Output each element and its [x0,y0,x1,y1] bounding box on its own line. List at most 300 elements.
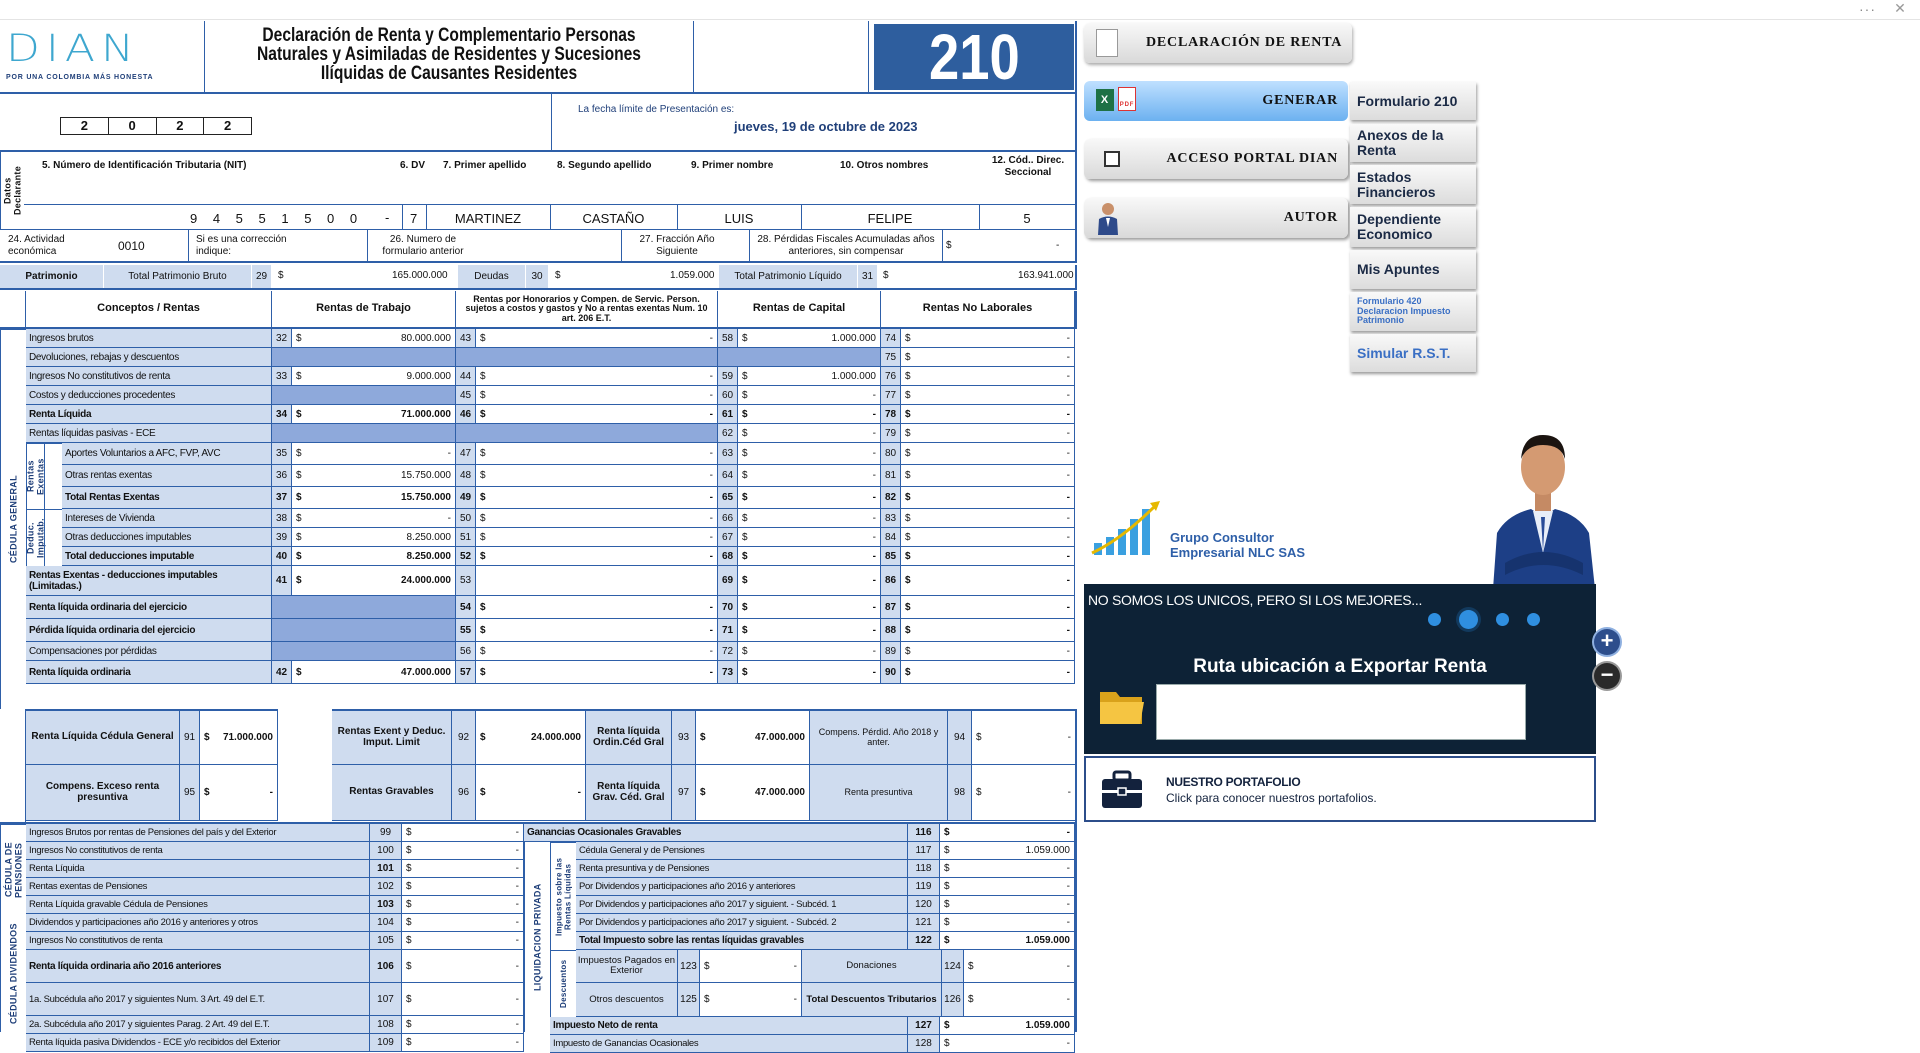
actividad-value[interactable]: 0010 [118,239,145,253]
value-cell[interactable] [738,367,881,386]
value-cell[interactable] [901,405,1075,424]
currency-sign: $ [742,427,748,439]
value-cell[interactable] [476,405,718,424]
value-cell[interactable] [940,1035,1075,1053]
company-name-line-1: Grupo Consultor [1170,530,1274,545]
value-cell[interactable] [476,547,718,566]
row-label: Ingresos No constitutivos de renta [26,842,370,860]
summary-block [0,709,1077,822]
slogan-text: NO SOMOS LOS UNICOS, PERO SI LOS MEJORES... [1088,592,1423,608]
currency-sign: $ [700,732,706,743]
box-number: 79 [881,424,901,443]
box-number: 59 [718,367,738,386]
amount: - [1066,575,1070,586]
value-cell[interactable] [940,842,1075,860]
box-29: 29 [252,265,271,288]
value-cell[interactable] [292,547,456,566]
value-cell[interactable] [901,465,1075,487]
row-label: Renta líquida pasiva Dividendos - ECE y/o recibidos del Exterior [26,1034,370,1052]
box-number: 48 [456,465,476,487]
box-number: 60 [718,386,738,405]
amount: - [1067,732,1071,743]
value-cell[interactable] [738,405,881,424]
currency-sign: $ [406,993,412,1005]
amount: 1.059.000 [1025,845,1070,856]
deducciones-label: Deduc. Imputab. [26,509,44,566]
value-cell[interactable] [292,487,456,509]
declaracion-renta-button[interactable] [1084,23,1352,63]
amount: 8.250.000 [406,550,451,562]
value-cell[interactable] [200,765,278,821]
currency-sign: $ [905,624,911,636]
nombre1-value[interactable]: LUIS [724,211,754,226]
row-label: Ingresos brutos [26,329,272,348]
liquidacion-privada-label: LIQUIDACION PRIVADA [524,842,550,1032]
amount: - [1066,881,1070,892]
year-box [60,117,252,135]
value-cell[interactable] [940,932,1075,950]
value-cell[interactable] [901,528,1075,547]
side-formulario-420[interactable]: Formulario 420 Declaracion Impuesto Patrimonio [1350,292,1476,331]
currency-sign: $ [406,827,412,838]
close-icon[interactable]: ✕ [1894,0,1906,16]
export-path-input[interactable] [1156,684,1526,740]
box-number: 86 [881,566,901,596]
value-cell[interactable] [292,443,456,465]
form-title [205,26,693,90]
currency-sign: $ [742,531,748,543]
more-options-icon[interactable]: ··· [1859,1,1876,17]
currency-sign: $ [480,389,486,401]
value-cell[interactable] [901,367,1075,386]
deudas-value[interactable]: 1.059.000 [670,270,715,281]
currency-sign: $ [944,1020,950,1031]
formulario-210 [0,21,1077,1049]
value-cell[interactable] [476,509,718,528]
currency-sign: $ [944,917,950,928]
value-cell[interactable] [940,878,1075,896]
box-number: 75 [881,348,901,367]
row-label: Rentas líquidas pasivas - ECE [26,424,272,443]
value-cell[interactable] [402,824,524,842]
currency-sign: $ [905,470,911,481]
side-simular-rst[interactable]: Simular R.S.T. [1350,334,1476,372]
value-cell[interactable] [476,619,718,642]
amount: - [872,470,876,481]
descuentos-label: Descuentos [550,950,576,1017]
amount: - [515,960,519,972]
box-number: 99 [370,824,402,842]
slider-dot-active[interactable] [1459,610,1478,629]
title-line-1: Declaración de Renta y Complementario Personas [262,25,636,46]
box-number: 37 [272,487,292,509]
row-label: Renta líquida ordinaria [26,661,272,684]
dian-logo [6,27,202,89]
author-photo [1487,413,1599,589]
box-number: 56 [456,642,476,661]
row-label: Total Descuentos Tributarios [802,983,942,1017]
currency-sign: $ [296,550,302,562]
value-cell[interactable] [901,487,1075,509]
value-cell[interactable] [901,509,1075,528]
currency-sign: $ [700,787,706,798]
side-estados-financieros[interactable]: Estados Financieros [1350,165,1476,204]
currency-sign: $ [480,624,486,636]
currency-sign: $ [905,332,911,344]
amount: - [872,408,876,420]
currency-sign: $ [742,470,748,481]
amount: 47.000.000 [754,787,805,798]
currency-sign: $ [905,575,911,586]
value-cell[interactable] [738,509,881,528]
nombres-value[interactable]: FELIPE [867,211,913,226]
value-cell[interactable] [738,566,881,596]
patrimonio-bruto-value[interactable]: 165.000.000 [392,270,448,281]
activity-row [0,230,1077,263]
patrimonio-bruto-label: Total Patrimonio Bruto [104,265,251,288]
acceso-portal-button[interactable] [1084,139,1348,179]
zoom-out-icon[interactable]: − [1594,663,1620,689]
row-label: Otras deducciones imputables [62,528,272,547]
perdidas-label: 28. Pérdidas Fiscales Acumuladas años anteriores, sin compensar [757,234,935,257]
slider-dot[interactable] [1527,613,1540,626]
currency-sign: $ [742,408,748,420]
amount: - [515,881,519,892]
company-name-line-2: Empresarial NLC SAS [1170,545,1306,560]
amount: 47.000.000 [400,666,451,678]
value-cell[interactable] [292,367,456,386]
value-cell[interactable] [402,860,524,878]
currency-sign: $ [406,1019,412,1030]
nit-value[interactable]: 9 4 5 5 1 5 0 0 [190,211,364,226]
row-label: Ingresos Brutos por rentas de Pensiones del país y del Exterior [26,824,370,842]
value-cell[interactable] [292,405,456,424]
value-cell[interactable] [738,386,881,405]
value-cell[interactable] [292,509,456,528]
portafolio-box[interactable] [1084,756,1596,822]
value-cell[interactable] [940,1017,1075,1035]
company-name [1170,530,1305,560]
currency-sign: $ [406,935,412,946]
summary-label: Compens. Exceso renta presuntiva [26,765,180,821]
amount: - [709,550,713,562]
currency-sign: $ [480,332,486,344]
amount: - [1066,960,1070,972]
amount: - [447,512,451,524]
value-cell[interactable] [402,1034,524,1052]
title-line-3: Ilíquidas de Causantes Residentes [320,63,578,84]
box-number: 50 [456,509,476,528]
row-label: Otros descuentos [576,983,678,1017]
value-cell[interactable] [696,765,810,821]
value-cell[interactable] [292,528,456,547]
value-cell[interactable] [476,596,718,619]
row-label: Por Dividendos y participaciones año 2017 y siguient. - Subcéd. 1 [576,896,908,914]
box-number: 124 [942,950,964,983]
amount: - [1066,351,1070,363]
currency-sign: $ [406,881,412,892]
value-cell[interactable] [940,896,1075,914]
value-cell[interactable] [292,329,456,348]
row-label: Por Dividendos y participaciones año 2017 y siguient. - Subcéd. 2 [576,914,908,932]
row-label: Intereses de Vivienda [62,509,272,528]
rentas-header [0,291,1077,329]
currency-sign: $ [296,370,302,382]
dv-label: 6. DV [400,160,426,171]
value-cell[interactable] [476,367,718,386]
value-cell[interactable] [476,386,718,405]
row-label: Otras rentas exentas [62,465,272,487]
promo-slider [1084,584,1596,754]
checkbox-icon[interactable] [1104,151,1120,167]
value-cell[interactable] [476,709,586,765]
seccional-value[interactable]: 5 [1023,211,1031,226]
amount: - [872,575,876,586]
value-cell[interactable] [901,566,1075,596]
value-cell[interactable] [402,914,524,932]
value-cell[interactable] [964,983,1075,1017]
value-cell[interactable] [901,329,1075,348]
value-cell[interactable] [738,329,881,348]
amount: - [872,389,876,401]
currency-sign: $ [944,863,950,874]
value-cell[interactable] [738,443,881,465]
box-number: 62 [718,424,738,443]
value-cell[interactable] [738,596,881,619]
value-cell[interactable] [476,465,718,487]
currency-sign: $ [480,512,486,524]
value-cell[interactable] [476,642,718,661]
amount: - [1066,370,1070,382]
amount: - [709,332,713,344]
side-dependiente[interactable]: Dependiente Economico [1350,207,1476,247]
declaracion-renta-label: DECLARACIÓN DE RENTA [1146,35,1343,50]
amount: - [1066,512,1070,524]
value-cell[interactable] [292,661,456,684]
currency-sign: $ [480,666,486,678]
value-cell[interactable] [402,878,524,896]
value-cell[interactable] [901,619,1075,642]
amount: - [1067,787,1071,798]
box-number: 125 [678,983,700,1017]
value-cell[interactable] [476,765,586,821]
amount: - [709,370,713,382]
value-cell[interactable] [476,487,718,509]
box-number: 92 [452,709,476,765]
currency-sign: $ [905,389,911,401]
value-cell[interactable] [292,465,456,487]
patrimonio-liquido-value[interactable]: 163.941.000 [1018,270,1074,281]
value-cell[interactable] [402,983,524,1016]
value-cell[interactable] [901,348,1075,367]
value-cell[interactable] [738,528,881,547]
amount: 8.250.000 [406,531,451,543]
value-cell[interactable] [901,642,1075,661]
value-cell[interactable] [476,443,718,465]
ruta-title: Ruta ubicación a Exportar Renta [1193,656,1487,677]
value-cell[interactable] [476,329,718,348]
generar-label: GENERAR [1262,93,1338,108]
declarant-block [0,152,1077,230]
value-cell[interactable] [901,661,1075,684]
value-cell[interactable] [940,914,1075,932]
currency-sign: $ [742,512,748,524]
amount: - [515,863,519,874]
box-number: 46 [456,405,476,424]
currency-sign: $ [296,531,302,543]
title-bar [0,0,1920,20]
currency-sign: $ [905,351,911,363]
seccional-label: 12. Cód.. Direc. Seccional [991,155,1065,178]
amount: - [1066,389,1070,401]
side-mis-apuntes[interactable]: Mis Apuntes [1350,250,1476,289]
value-cell[interactable] [738,547,881,566]
value-cell[interactable] [738,424,881,443]
slider-dots [1428,610,1540,629]
bar-chart-logo-icon [1092,499,1172,557]
value-cell[interactable] [972,709,1076,765]
currency-sign: $ [742,332,748,344]
value-cell[interactable] [972,765,1076,821]
currency-sign: $ [406,1037,412,1048]
box-number: 95 [180,765,200,821]
value-cell[interactable] [738,465,881,487]
box-number: 83 [881,509,901,528]
value-cell[interactable] [402,950,524,983]
amount: - [709,624,713,636]
box-number: 93 [672,709,696,765]
amount: - [1066,408,1070,420]
value-cell[interactable] [700,950,802,983]
summary-side [0,709,26,822]
deudas-currency: $ [555,270,561,281]
row-label: Renta líquida ordinaria del ejercicio [26,596,272,619]
amount: - [577,787,581,798]
box-number: 118 [908,860,940,878]
amount: - [709,601,713,613]
currency-sign: $ [406,845,412,856]
apellido1-value[interactable]: MARTINEZ [454,211,522,226]
summary-label: Renta presuntiva [810,765,948,821]
shaded-cell [456,348,718,367]
value-cell[interactable] [696,709,810,765]
value-cell[interactable] [901,424,1075,443]
currency-sign: $ [905,512,911,524]
amount: - [872,531,876,543]
value-cell[interactable] [200,709,278,765]
apellido2-value[interactable]: CASTAÑO [582,211,645,226]
amount: - [872,624,876,636]
side-anexos[interactable]: Anexos de la Renta [1350,124,1476,162]
box-number: 71 [718,619,738,642]
patrimonio-bruto-currency: $ [278,270,284,281]
value-cell[interactable] [476,528,718,547]
value-cell[interactable] [402,842,524,860]
patrimonio-liquido-label: Total Patrimonio Líquido [719,265,857,288]
folder-icon[interactable] [1098,686,1146,728]
box-number: 35 [272,443,292,465]
value-cell[interactable] [964,950,1075,983]
value-cell[interactable] [292,566,456,596]
autor-button[interactable] [1084,198,1348,238]
box-number: 108 [370,1016,402,1034]
box-number: 85 [881,547,901,566]
amount: - [709,666,713,678]
rentas-exentas-label: Rentas Exentas [26,443,44,509]
value-cell[interactable] [738,619,881,642]
value-cell[interactable] [476,566,718,596]
box-number: 55 [456,619,476,642]
fraccion-label: 27. Fracción Año Siguiente [639,234,715,257]
zoom-in-icon[interactable]: + [1594,629,1620,655]
nit-label: 5. Número de Identificación Tributaria (NIT) [42,160,247,171]
currency-sign: $ [480,492,486,503]
shaded-cell [718,348,881,367]
header-conceptos: Conceptos / Rentas [26,291,272,328]
amount: - [1066,917,1070,928]
currency-sign: $ [944,899,950,910]
value-cell[interactable] [402,1016,524,1034]
shaded-cell [456,424,718,443]
currency-sign: $ [742,550,748,562]
currency-sign: $ [905,645,911,657]
amount: - [872,427,876,439]
currency-sign: $ [704,960,710,972]
shaded-cell [272,619,456,642]
value-cell[interactable] [402,932,524,950]
amount: 1.000.000 [831,332,876,344]
value-cell[interactable] [901,386,1075,405]
currency-sign: $ [480,408,486,420]
currency-sign: $ [742,645,748,657]
shaded-cell [272,348,456,367]
slider-dot[interactable] [1428,613,1441,626]
value-cell[interactable] [700,983,802,1017]
year-digit: 2 [60,117,109,135]
currency-sign: $ [976,732,982,743]
generar-button[interactable] [1084,81,1348,121]
apellido1-label: 7. Primer apellido [443,160,527,171]
side-formulario-210[interactable]: Formulario 210 [1350,82,1476,120]
amount: 24.000.000 [400,575,451,586]
row-label: Pérdida líquida ordinaria del ejercicio [26,619,272,642]
dv-value[interactable]: 7 [410,211,418,226]
box-number: 94 [948,709,972,765]
patrimonio-liquido-currency: $ [883,270,889,281]
row-label: Ganancias Ocasionales Gravables [524,824,908,842]
value-cell[interactable] [402,896,524,914]
perdidas-value[interactable]: - [1056,240,1060,251]
row-label: Cédula General y de Pensiones [576,842,908,860]
slider-dot[interactable] [1496,613,1509,626]
row-label: Devoluciones, rebajas y descuentos [26,348,272,367]
currency-sign: $ [406,960,412,972]
value-cell[interactable] [940,824,1075,842]
value-cell[interactable] [940,860,1075,878]
portafolio-title: NUESTRO PORTAFOLIO [1166,775,1301,789]
currency-sign: $ [480,645,486,657]
value-cell[interactable] [476,661,718,684]
value-cell[interactable] [738,642,881,661]
value-cell[interactable] [738,661,881,684]
box-number: 63 [718,443,738,465]
value-cell[interactable] [901,547,1075,566]
value-cell[interactable] [901,443,1075,465]
acceso-portal-label: ACCESO PORTAL DIAN [1166,151,1338,166]
currency-sign: $ [976,787,982,798]
value-cell[interactable] [738,487,881,509]
value-cell[interactable] [901,596,1075,619]
